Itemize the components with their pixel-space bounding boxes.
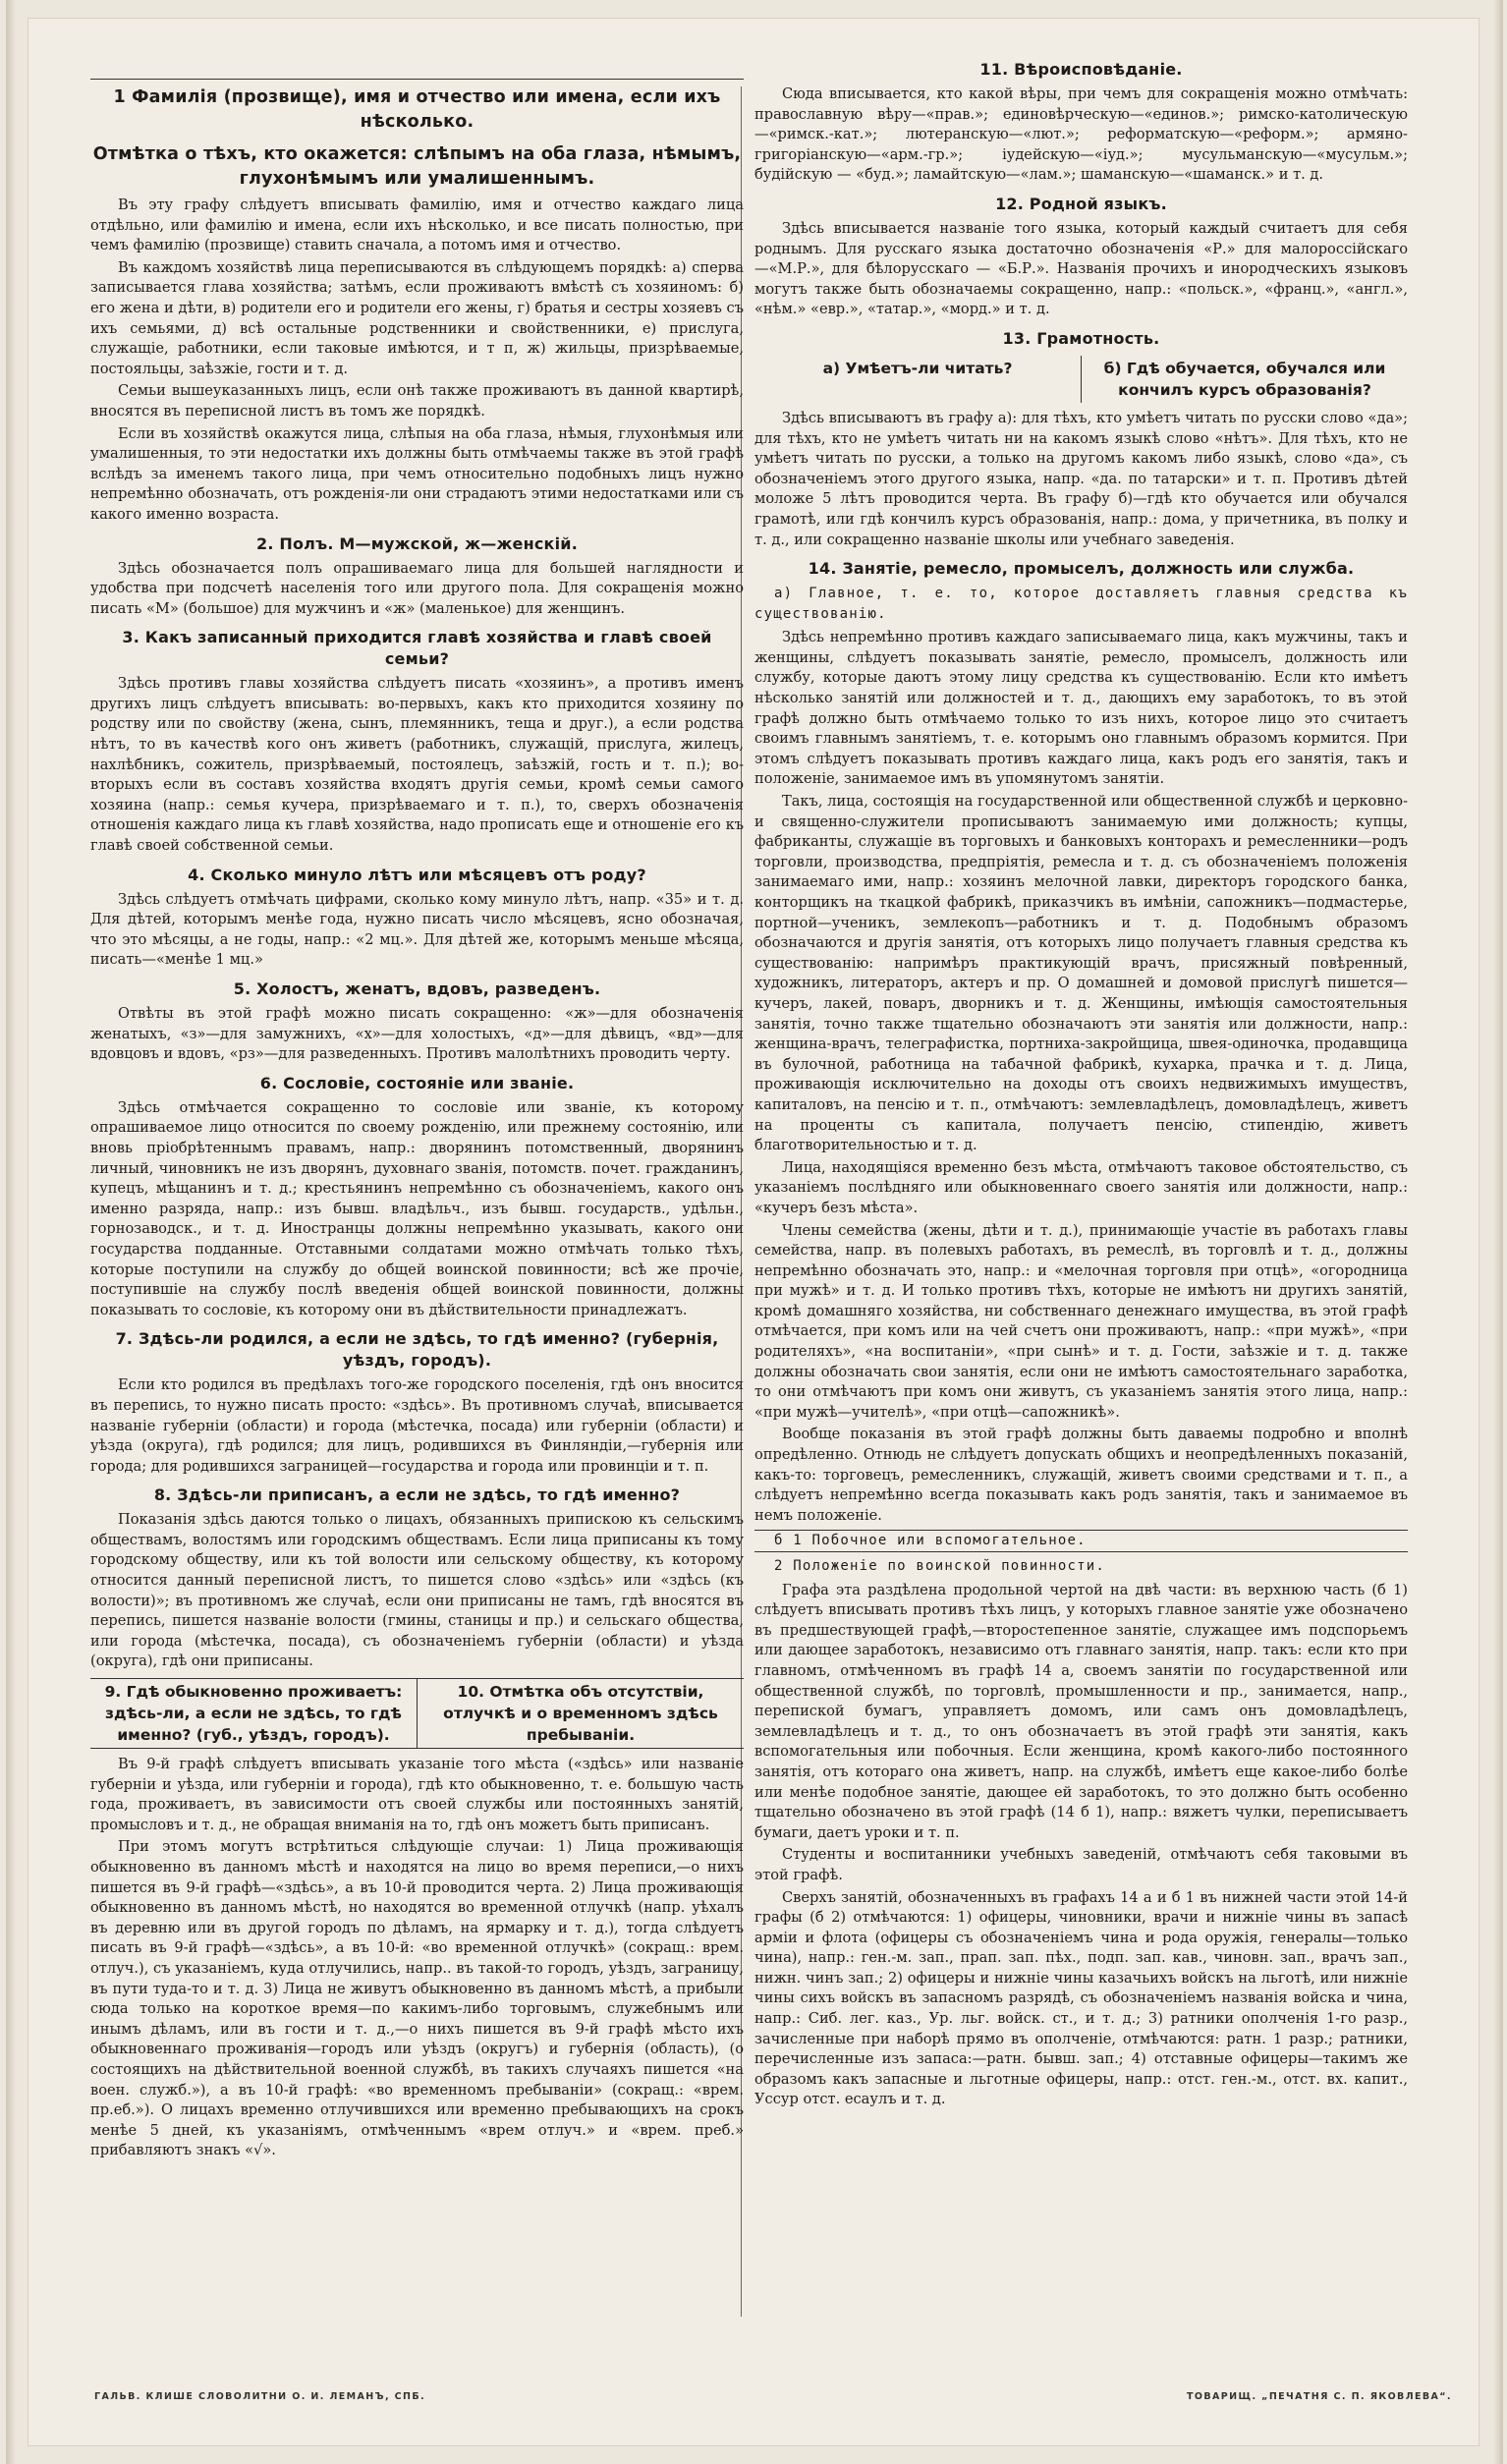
sections-9-10-header <box>90 1678 744 1749</box>
section-12-paragraph: Здѣсь вписывается названіе того языка, который каждый считаетъ для себя роднымъ. Для русскаго языка достаточно обозначенія «Р.» для малороссійскаго—«М.Р.», для бѣлорусскаго — «Б.Р.». Названія прочихъ и инородческихъ языковъ могутъ также быть обозначаемы сокращенно, напр.: «польск.», «франц.», «англ.», «нѣм.» «евр.», «татар.», «морд.» и т. д. <box>754 219 1408 318</box>
section-12-title: 12. Родной языкъ. <box>995 194 1167 213</box>
section-13-title: 13. Грамотность. <box>1002 328 1160 348</box>
right-column <box>754 51 1408 2321</box>
printer-credit-right: ТОВАРИЩ. „ПЕЧАТНЯ С. П. ЯКОВЛЕВА“. <box>1187 2391 1452 2402</box>
section-14-paragraph: Лица, находящіяся временно безъ мѣста, отмѣчаютъ таковое обстоятельство, съ указаніемъ послѣдняго или обыкновеннаго своего занятія или должности, напр.: «кучеръ безъ мѣста». <box>754 1158 1408 1216</box>
paper-edge-left <box>6 0 16 2464</box>
section-4-paragraph: Здѣсь слѣдуетъ отмѣчать цифрами, сколько кому минуло лѣтъ, напр. «35» и т. д. Для дѣтей, которымъ менѣе года, нужно писать число мѣсяцевъ, ясно обозначая, что это мѣсяцы, а не годы, напр.: «2 мц.». Для дѣтей же, которымъ меньше мѣсяца, писать—«менѣе 1 мц.» <box>90 890 744 969</box>
section-14-sub-b2: 2 Положеніе по воинской повинности. <box>774 1558 1106 1574</box>
paper-edge-right <box>1493 0 1503 2464</box>
section-11-paragraph: Сюда вписывается, кто какой вѣры, при чемъ для сокращенія можно отмѣчать: православную вѣру—«прав.»; единовѣрческую—«единов.»; римско-католическую—«римск.-кат.»; лютеранскую—«лют.»; реформатскую—«реформ.»; армяно-григоріанскую—«арм.-гр.»; іудейскую—«іуд.»; мусульманскую—«мусульм.»; будійскую — «буд.»; ламайтскую—«лам.»; шаманскую—«шаманск.» и т. д. <box>754 85 1408 184</box>
section-1-paragraph: Въ эту графу слѣдуетъ вписывать фамилію, имя и отчество каждаго лица отдѣльно, или фамилію и имена, если ихъ нѣсколько, и все писать полностью, при чемъ фамилію (прозвище) ставить сначала, а потомъ имя и отчество. <box>90 196 744 254</box>
section-14-paragraph: Студенты и воспитанники учебныхъ заведеній, отмѣчаютъ себя таковыми въ этой графѣ. <box>754 1846 1408 1883</box>
section-1-title: 1 Фамилія (прозвище), имя и отчество или имена, если ихъ нѣсколько. <box>90 79 744 135</box>
section-14-title: 14. Занятіе, ремесло, промыселъ, должность или служба. <box>808 559 1355 579</box>
section-13-columns <box>754 356 1408 403</box>
section-1-paragraph: Семьи вышеуказанныхъ лицъ, если онѣ также проживаютъ въ данной квартирѣ, вносятся въ переписной листъ въ томъ же порядкѣ. <box>90 382 744 420</box>
section-13-paragraph: Здѣсь вписываютъ въ графу а): для тѣхъ, кто умѣетъ читать по русски слово «да»; для тѣхъ, кто не умѣетъ читать ни на какомъ языкѣ слово «нѣтъ». Для тѣхъ, кто не умѣетъ читать по русски, а только на другомъ какомъ либо языкѣ, слово «да», съ обозначеніемъ этого другого языка, напр. «да. по татарски» и т. п. Противъ дѣтей моложе 5 лѣтъ проводится черта. Въ графу б)—гдѣ кто обучается или обучался грамотѣ, или гдѣ кончилъ курсъ образованія, напр.: дома, у причетника, въ полку и т. д., или сокращенно названіе школы или учебнаго заведенія. <box>754 409 1408 548</box>
section-14-paragraph: Такъ, лица, состоящія на государственной или общественной службѣ и церковно-и священно-служители прописываютъ занимаемую ими должность; купцы, фабриканты, служащіе въ торговыхъ и банковыхъ конторахъ и ремесленники—родъ торговли, производства, предпріятія, ремесла и т. д. съ обозначеніемъ положенія занимаемаго ими, напр.: хозяинъ мелочной лавки, директоръ городского банка, конторщикъ на ткацкой фабрикѣ, приказчикъ въ имѣніи, сапожникъ—подмастерье, портной—ученикъ, землекопъ—работникъ и т. д. Подобнымъ образомъ обозначаются и другія занятія, отъ которыхъ лицо получаетъ главныя средства къ существованію: напримѣръ практикующій врачъ, присяжный повѣренный, художникъ, литераторъ, актеръ и пр. О домашней и домовой прислугѣ пишется—кучеръ, лакей, поваръ, дворникъ и т. д. Женщины, имѣющія самостоятельныя занятія, точно также тщательно обозначаютъ эти занятія или должности, напр.: женщина-врачъ, телеграфистка, портниха-закройщица, швея-одиночка, продавщица въ булочной, работница на табачной фабрикѣ, кухарка, прачка и т. д. Лица, проживающія исключительно на доходы отъ своихъ недвижимыхъ имуществъ, капиталовъ, на пенсію и т. п., отмѣчаютъ: землевладѣлецъ, домовладѣлецъ, живетъ на проценты съ капитала, получаетъ пенсію, стипендію, живетъ благотворительностью и т. д. <box>754 793 1408 1154</box>
section-6-paragraph: Здѣсь отмѣчается сокращенно то сословіе или званіе, къ которому опрашиваемое лицо относится по своему рожденію, или прежнему состоянію, или вновь пріобрѣтеннымъ правамъ, напр.: дворянинъ потомственный, дворянинъ личный, чиновникъ не изъ дворянъ, духовнаго званія, потомств. почет. гражданинъ, купецъ, мѣщанинъ и т. д.; крестьянинъ непремѣнно съ обозначеніемъ, какого онъ именно разряда, напр.: изъ бывш. владѣльч., изъ бывш. государств., удѣльн., горнозаводск., и т. д. Иностранцы должны непремѣнно указывать, какого они государства подданные. Отставными солдатами можно отмѣчать только тѣхъ, которые поступили на службу до общей воинской повинности; всѣ же прочіе, поступившіе на службу послѣ введенія общей воинской повинности, должны показывать то сословіе, къ которому они въ дѣйствительности принадлежатъ. <box>90 1098 744 1318</box>
section-14-paragraph: Графа эта раздѣлена продольной чертой на двѣ части: въ верхнюю часть (б 1) слѣдуетъ вписывать противъ тѣхъ лицъ, у которыхъ главное занятіе уже обозначено въ предшествующей графѣ,—второстепенное занятіе, служащее имъ подспорьемъ или дающее заработокъ, независимо отъ главнаго занятія, напр. такъ: если кто при главномъ, отмѣченномъ въ графѣ 14 а, своемъ занятіи по государственной или общественной службѣ, по торговлѣ, промышленности и пр., занимается, напр., перепиской бумагъ, управляетъ домомъ, или самъ онъ домовладѣлецъ, землевладѣлецъ и т. д., то онъ обозначаетъ въ этой графѣ эти занятія, какъ вспомогательныя или побочныя. Если женщина, кромѣ какого-либо постоянного занятія, отъ котораго она живетъ, напр. на службѣ, имѣетъ еще какое-либо болѣе или менѣе подобное занятіе, дающее ей заработокъ, то это должно быть особенно тщательно обозначено въ этой графѣ (14 б 1), напр.: вяжетъ чулки, переписываетъ бумаги, даетъ уроки и т. п. <box>754 1581 1408 1841</box>
section-13-a-label: а) Умѣетъ-ли читать? <box>822 359 1013 377</box>
section-2-title: 2. Полъ. М—мужской, ж—женскій. <box>256 533 578 553</box>
section-10-title: 10. Отмѣтка объ отсутствіи, отлучкѣ и о временномъ здѣсь пребываніи. <box>417 1679 744 1748</box>
section-14-paragraph: Здѣсь непремѣнно противъ каждаго записываемаго лица, какъ мужчины, такъ и женщины, слѣдуетъ показывать занятіе, ремесло, промыселъ, должность или службу, которые даютъ этому лицу средства къ существованію. Если кто имѣетъ нѣсколько занятій или должностей и т. д., дающихъ ему заработокъ, то въ этой графѣ должно быть отмѣчаемо только то изъ нихъ, которое лицо это считаетъ своимъ главнымъ занятіемъ, т. е. которымъ оно главнымъ образомъ кормится. При этомъ слѣдуетъ показывать противъ каждаго лица, какъ родъ его занятія, такъ и положеніе, занимаемое имъ въ упомянутомъ занятіи. <box>754 629 1408 788</box>
section-14-paragraph: Сверхъ занятій, обозначенныхъ въ графахъ 14 а и б 1 въ нижней части этой 14-й графы (б 2) отмѣчаются: 1) офицеры, чиновники, врачи и нижніе чины въ запасѣ арміи и флота (офицеры съ обозначеніемъ чина и рода оружія, генералы—только чина), напр.: ген.-м. зап., прап. зап. пѣх., подп. зап. кав., чиновн. зап., врачъ зап., нижн. чинъ зап.; 2) офицеры и нижніе чины казачьихъ войскъ на льготѣ, или нижніе чины сихъ войскъ въ запасномъ разрядѣ, съ обозначеніемъ названія войска и чина, напр.: Сиб. лег. каз., Ур. льг. войск. ст., и т. д.; 3) ратники ополченія 1-го разр., зачисленные при наборѣ прямо въ ополченіе, отмѣчаются: ратн. 1 разр.; ратники, перечисленные изъ запаса:—ратн. бывш. зап.; 4) отставные офицеры—такимъ же образомъ какъ запасные и льготные офицеры, напр.: отст. ген.-м., отст. вх. капит., Уссур отст. есаулъ и т. д. <box>754 1888 1408 2108</box>
left-column <box>90 71 744 2340</box>
section-13-b-label: б) Гдѣ обучается, обучался или кончилъ курсъ образованія? <box>1081 356 1408 403</box>
section-3-paragraph: Здѣсь противъ главы хозяйства слѣдуетъ писать «хозяинъ», а противъ именъ другихъ лицъ слѣдуетъ вписывать: во-первыхъ, какъ кто приходится хозяину по родству или по свойству (жена, сынъ, племянникъ, теща и друг.), а если родства нѣтъ, то въ качествѣ кого онъ живетъ (работникъ, служащій, прислуга, жилецъ, нахлѣбникъ, сожитель, призрѣваемый, постоялецъ, заѣзжій, гость и т. п.); во-вторыхъ если въ составъ хозяйства входятъ другія семьи, кромѣ семьи самого хозяина (напр.: семья кучера, призрѣваемаго и т. п.), то, сверхъ обозначенія отношенія каждаго лица къ главѣ хозяйства, надо прописать еще и отношеніе его къ главѣ своей собственной семьи. <box>90 675 744 855</box>
section-6-title: 6. Сословіе, состояніе или званіе. <box>259 1073 575 1092</box>
section-7-paragraph: Если кто родился въ предѣлахъ того-же городского поселенія, гдѣ онъ вносится въ перепись, то нужно писать просто: «здѣсь». Въ противномъ случаѣ, вписывается названіе губерніи (области) и города (мѣстечка, посада) или губерніи (области) и уѣзда (округа), гдѣ родился; для лицъ, родившихся въ Финляндіи,—губернія или города; для родившихся заграницей—государства и города или провинціи и т. п. <box>90 1376 744 1475</box>
section-4-title: 4. Сколько минуло лѣтъ или мѣсяцевъ отъ роду? <box>188 865 646 884</box>
section-1-subtitle: Отмѣтка о тѣхъ, кто окажется: слѣпымъ на оба глаза, нѣмымъ, глухонѣмымъ или умалишеннымъ. <box>92 144 742 189</box>
section-1-paragraph: Если въ хозяйствѣ окажутся лица, слѣпыя на оба глаза, нѣмыя, глухонѣмыя или умалишенныя, то эти недостатки ихъ должны быть отмѣчаемы также въ этой графѣ вслѣдъ за именемъ такого лица, при чемъ относительно подобныхъ лицъ нужно непремѣнно обозначать, отъ рожденія-ли они страдаютъ этими недостатками или съ какого именно возраста. <box>90 424 744 523</box>
section-14-sub-b1: б 1 Побочное или вспомогательное. <box>754 1530 1408 1552</box>
section-14-paragraph: Члены семейства (жены, дѣти и т. д.), принимающіе участіе въ работахъ главы семейства, напр. въ полевыхъ работахъ, въ ремеслѣ, въ торговлѣ и т. д., должны непремѣнно обозначать это, напр.: и «мелочная торговля при отцѣ», «огородница при мужѣ» и т. д. И только противъ тѣхъ, которые не имѣютъ ни другихъ занятій, кромѣ домашняго хозяйства, ни собственнаго денежнаго имущества, въ этой графѣ отмѣчается, при комъ или на чей счетъ они проживаютъ, напр.: «при мужѣ», «при родителяхъ», «на воспитаніи», «при сынѣ» и т. д. Гости, заѣзжіе и т. д. также должны обозначать свои занятія, если они не имѣютъ самостоятельнаго заработка, то они отмѣчаютъ при комъ они живутъ, съ указаніемъ занятія этого лица, напр.: «при мужѣ—учителѣ», «при отцѣ—сапожникѣ». <box>754 1221 1408 1421</box>
section-2-paragraph: Здѣсь обозначается полъ опрашиваемаго лица для большей наглядности и удобства при подсчетѣ населенія того или другого пола. Для сокращенія можно писать «М» (большое) для мужчинъ и «ж» (маленькое) для женщинъ. <box>90 559 744 617</box>
section-7-title: 7. Здѣсь-ли родился, а если не здѣсь, то гдѣ именно? (губернія, уѣздъ, городъ). <box>115 1329 719 1371</box>
printer-credit-left: ГАЛЬВ. КЛИШЕ СЛОВОЛИТНИ О. И. ЛЕМАНЪ, СПБ. <box>94 2391 426 2402</box>
section-11-title: 11. Вѣроисповѣданіе. <box>979 60 1183 79</box>
section-9-paragraph: Въ 9-й графѣ слѣдуетъ вписывать указаніе того мѣста («здѣсь» или названіе губерніи и уѣзда, или губерніи и города), гдѣ кто обыкновенно, т. е. большую часть года, проживаетъ, въ зависимости отъ своей службы или постоянныхъ занятій, промысловъ и т. д., не обращая вниманія на то, гдѣ онъ можетъ быть приписанъ. <box>90 1756 744 1833</box>
section-8-title: 8. Здѣсь-ли приписанъ, а если не здѣсь, то гдѣ именно? <box>153 1485 681 1505</box>
section-5-title: 5. Холостъ, женатъ, вдовъ, разведенъ. <box>233 980 601 998</box>
section-14-paragraph: Вообще показанія въ этой графѣ должны быть даваемы подробно и вполнѣ опредѣленно. Отнюдь не слѣдуетъ допускать общихъ и неопредѣленныхъ показаній, какъ-то: торговецъ, ремесленникъ, служащій, живетъ своими средствами и т. п., а слѣдуетъ непремѣнно всегда показывать какъ родъ занятія, такъ и занимаемое въ немъ положеніе. <box>754 1426 1408 1524</box>
section-5-paragraph: Отвѣты въ этой графѣ можно писать сокращенно: «ж»—для обозначенія женатыхъ, «з»—для замужнихъ, «х»—для холостыхъ, «д»—для дѣвицъ, «вд»—для вдовцовъ и вдовъ, «рз»—для разведенныхъ. Противъ малолѣтнихъ проводить черту. <box>90 1005 744 1063</box>
section-1-paragraph: Въ каждомъ хозяйствѣ лица переписываются въ слѣдующемъ порядкѣ: а) сперва записывается глава хозяйства; затѣмъ, если проживаютъ вмѣстѣ съ хозяиномъ: б) его жена и дѣти, в) родители его и родители его жены, г) братья и сестры хозяевъ съ ихъ семьями, д) всѣ остальные родственники и свойственники, е) прислуга, служащіе, работники, если таковые имѣются, и т п, ж) жильцы, призрѣваемые, постояльцы, заѣзжіе, гости и т. д. <box>90 258 744 377</box>
section-9-paragraph: При этомъ могутъ встрѣтиться слѣдующіе случаи: 1) Лица проживающія обыкновенно въ данномъ мѣстѣ и находятся на лицо во время переписи,—о нихъ пишется въ 9-й графѣ—«здѣсь», а въ 10-й проводится черта. 2) Лица проживающія обыкновенно въ данномъ мѣстѣ, но находятся во временной отлучкѣ (напр. уѣхалъ въ деревню или въ другой городъ по дѣламъ, на ярмарку и т. д.), тогда слѣдуетъ писать въ 9-й графѣ—«здѣсь», а въ 10-й: «во временной отлучкѣ» (сокращ.: врем. отлуч.), съ указаніемъ, куда отлучились, напр.. въ такой-то городъ, уѣздъ, заграницу, въ пути туда-то и т. д. 3) Лица не живутъ обыкновенно въ данномъ мѣстѣ, а прибыли сюда только на короткое время—по какимъ-либо торговымъ, служебнымъ или инымъ дѣламъ, или въ гости и т. д.,—о нихъ пишется въ 9-й графѣ мѣсто ихъ обыкновеннаго проживанія—городъ или уѣздъ (округъ) и губернія (область), (о состоящихъ на дѣйствительной военной службѣ, въ такихъ случаяхъ пишется «на воен. служб.»), а въ 10-й графѣ: «во временномъ пребываніи» (сокращ.: «врем. пр.еб.»). О лицахъ временно отлучившихся или временно пребывающихъ на срокъ менѣе 5 дней, къ указаніямъ, отмѣченнымъ «врем отлуч.» и «врем. преб.» прибавляютъ знакъ «√». <box>90 1838 744 2159</box>
section-9-title: 9. Гдѣ обыкновенно проживаетъ: здѣсь-ли, а если не здѣсь, то гдѣ именно? (губ., уѣздъ, городъ). <box>104 1683 403 1745</box>
section-3-title: 3. Какъ записанный приходится главѣ хозяйства и главѣ своей семьи? <box>122 628 712 669</box>
section-14-sub-a: а) Главное, т. е. то, которое доставляетъ главныя средства къ существованію. <box>754 586 1408 622</box>
section-8-paragraph: Показанія здѣсь даются только о лицахъ, обязанныхъ припискою къ сельскимъ обществамъ, волостямъ или городскимъ обществамъ. Если лица приписаны къ тому городскому обществу, или къ той волости или сельскому обществу, къ которому относится данный переписной листъ, то пишется слово «здѣсь» или «здѣсь (къ волости)»; въ противномъ же случаѣ, если они приписаны не тамъ, гдѣ вносятся въ перепись, пишется названіе волости (гмины, станицы и пр.) и сельскаго общества, или города (мѣстечка, посада), съ обозначеніемъ губерніи (области) и уѣзда (округа), гдѣ они приписаны. <box>90 1511 744 1670</box>
